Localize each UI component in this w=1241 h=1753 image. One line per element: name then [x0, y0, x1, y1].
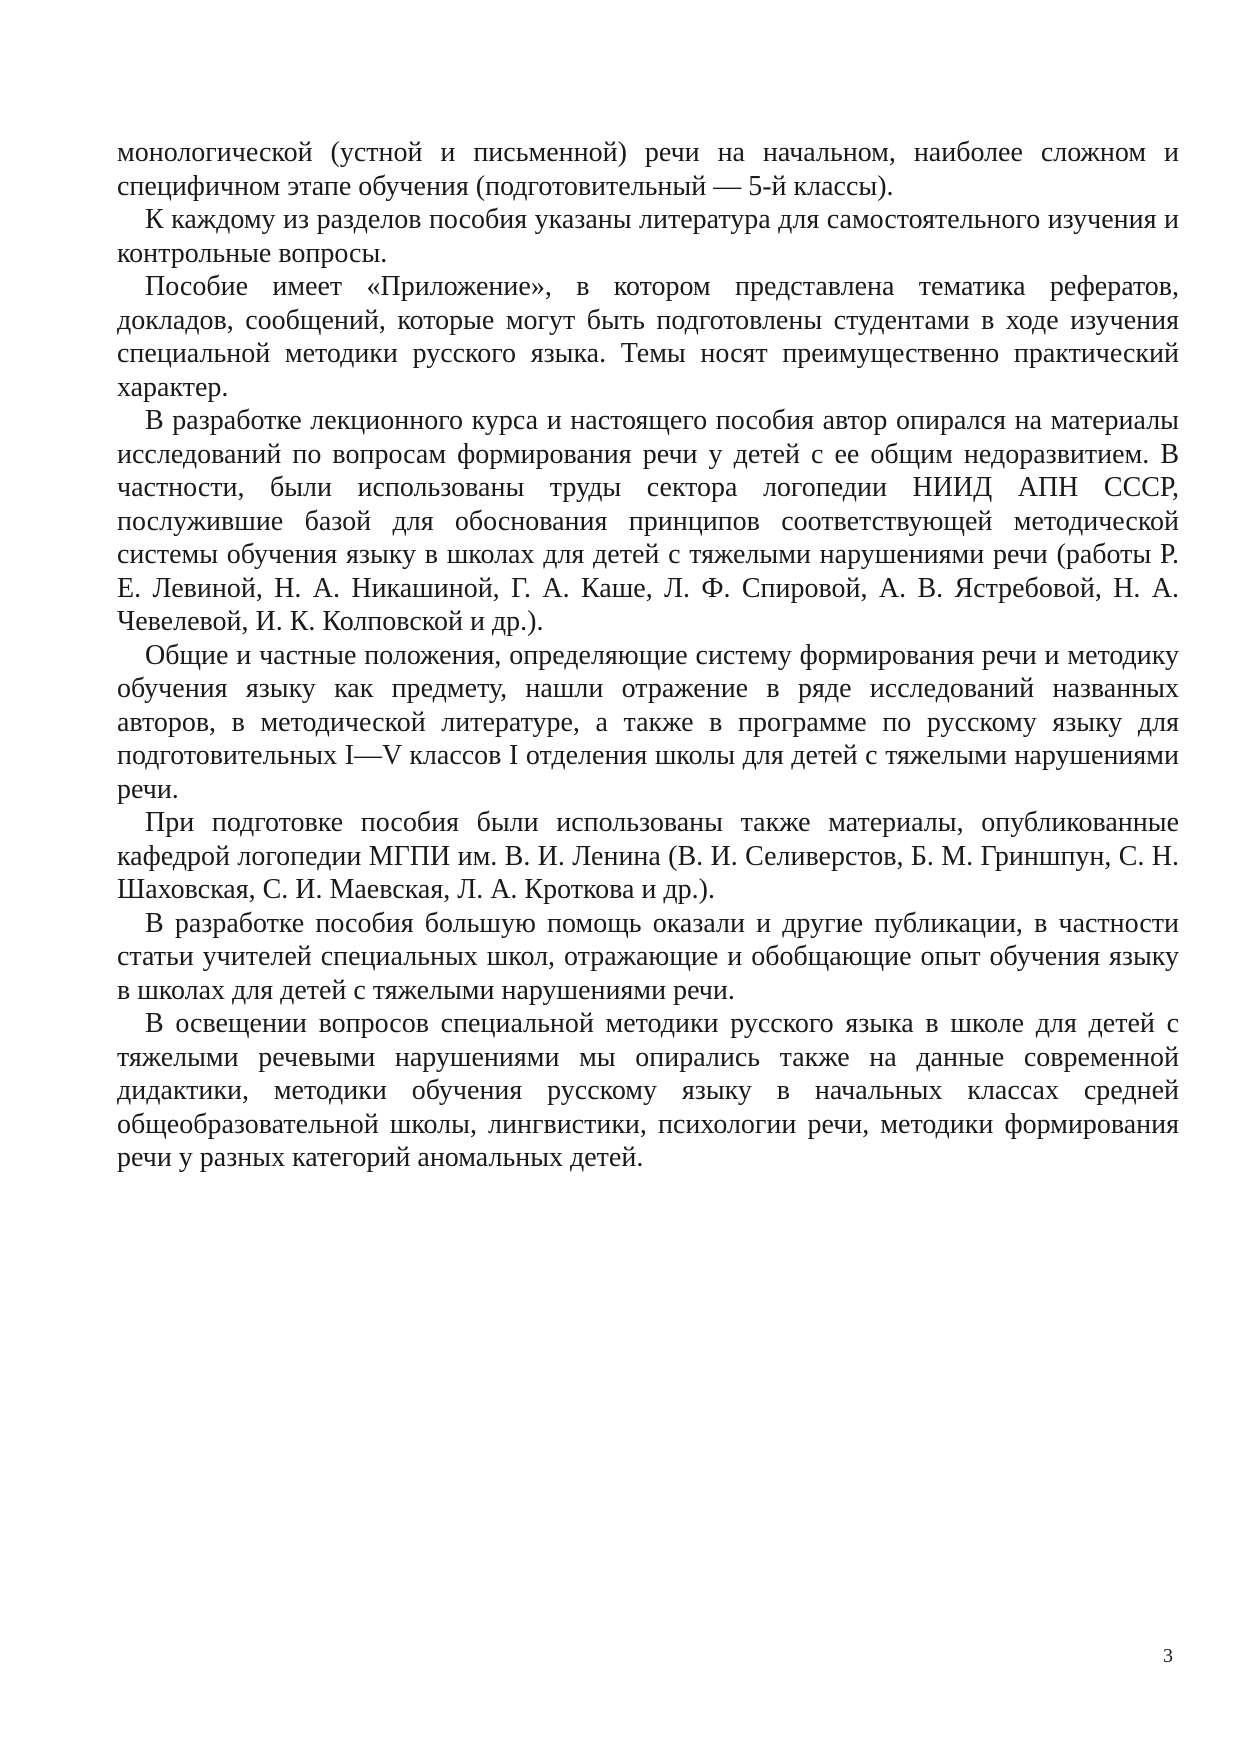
- paragraph-research-basis: В разработке лекционного курса и настоящего пособия автор опирался на материалы исследований по вопросам формирования речи у детей с ее общим недоразвитием. В частности, были использованы труды сектора логопедии НИИД АПН СССР, послужившие базой для обоснования принципов соответствующей методической системы обучения языку в школах для детей с тяжелыми нарушениями речи (работы Р. Е. Левиной, Н. А. Никашиной, Г. А. Каше, Л. Ф. Спировой, А. В. Ястребовой, Н. А. Чевелевой, И. К. Колповской и др.).: [117, 405, 1179, 637]
- paragraph-appendix: Пособие имеет «Приложение», в котором представлена тематика рефератов, докладов, сообщений, которые могут быть подготовлены студентами в ходе изучения специальной методики русского языка. Темы носят преимущественно практический характер.: [117, 271, 1179, 403]
- paragraph-sections: К каждому из разделов пособия указаны литература для самостоятельного изучения и контрольные вопросы.: [117, 204, 1179, 269]
- paragraph-department-materials: При подготовке пособия были использованы также материалы, опубликованные кафедрой логопедии МГПИ им. В. И. Ленина (В. И. Селиверстов, Б. М. Гриншпун, С. Н. Шаховская, С. И. Маевская, Л. А. Кроткова и др.).: [117, 807, 1179, 905]
- paragraph-continuation: монологической (устной и письменной) речи на начальном, наиболее сложном и специфичном этапе обучения (подготовительный — 5-й классы).: [117, 137, 1179, 202]
- paragraph-didactics: В освещении вопросов специальной методики русского языка в школе для детей с тяжелыми речевыми нарушениями мы опирались также на данные современной дидактики, методики обучения русскому языку в начальных классах средней общеобразовательной школы, лингвистики, психологии речи, методики формирования речи у разных категорий аномальных детей.: [117, 1008, 1179, 1173]
- paragraph-general-provisions: Общие и частные положения, определяющие систему формирования речи и методику обучения языку как предмету, нашли отражение в ряде исследований названных авторов, в методической литературе, а также в программе по русскому языку для подготовительных I—V классов I отделения школы для детей с тяжелыми нарушениями речи.: [117, 639, 1179, 805]
- page-number: 3: [1163, 1645, 1173, 1667]
- page-body: [117, 136, 1179, 1175]
- paragraph-publications: В разработке пособия большую помощь оказали и другие публикации, в частности статьи учителей специальных школ, отражающие и обобщающие опыт обучения языку в школах для детей с тяжелыми нарушениями речи.: [117, 907, 1179, 1006]
